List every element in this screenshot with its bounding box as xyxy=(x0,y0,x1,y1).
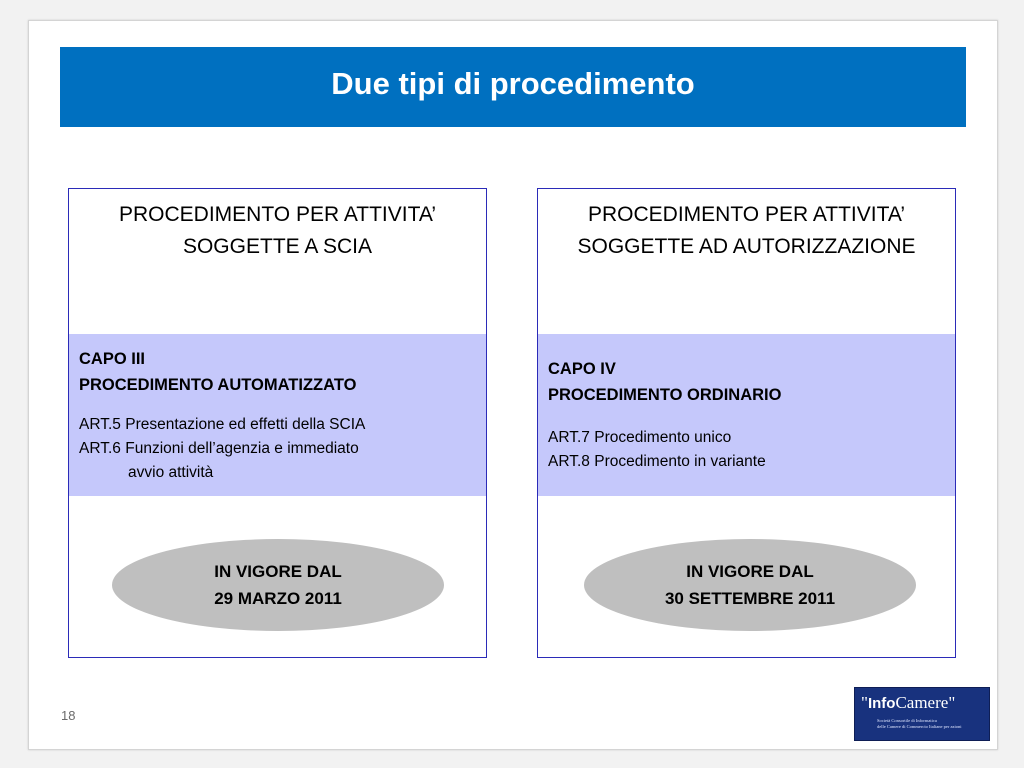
procedure-box-autorizzazione xyxy=(537,188,956,658)
oval-label: IN VIGORE DAL xyxy=(686,562,814,581)
article-item: ART.8 Procedimento in variante xyxy=(548,453,766,470)
logo-tagline-line: delle Camere di Commercio Italiane per azioni xyxy=(877,724,962,729)
logo-tagline xyxy=(877,718,961,730)
box-heading-line: PROCEDIMENTO PER ATTIVITA’ xyxy=(588,203,905,226)
oval-date: 29 MARZO 2011 xyxy=(214,589,342,608)
procedure-box-scia xyxy=(68,188,487,658)
box-heading xyxy=(69,199,486,263)
logo-quote: " xyxy=(948,693,956,712)
slide xyxy=(28,20,998,750)
article-item: ART.6 Funzioni dell’agenzia e immediato xyxy=(79,440,359,457)
logo-brand xyxy=(861,693,955,713)
logo-brand-regular: Camere xyxy=(895,693,949,712)
capo-band xyxy=(538,334,955,496)
title-bar xyxy=(60,47,966,127)
box-heading-line: SOGGETTE A SCIA xyxy=(182,235,373,258)
box-heading-line: PROCEDIMENTO PER ATTIVITA’ xyxy=(119,203,436,226)
logo-tagline-line: Società Consortile di Informatica xyxy=(877,718,937,723)
logo-brand-bold: Info xyxy=(867,695,896,712)
capo-title: PROCEDIMENTO AUTOMATIZZATO xyxy=(79,376,357,394)
capo-band xyxy=(69,334,486,496)
infocamere-logo xyxy=(854,687,990,741)
effective-date-oval xyxy=(112,539,444,631)
article-item-continuation: avvio attività xyxy=(128,464,214,481)
oval-date: 30 SETTEMBRE 2011 xyxy=(664,589,836,608)
capo-number: CAPO III xyxy=(79,350,146,368)
page-number: 18 xyxy=(61,708,76,723)
article-list xyxy=(79,413,480,485)
capo-header xyxy=(79,346,480,398)
oval-label: IN VIGORE DAL xyxy=(214,562,342,581)
article-item: ART.5 Presentazione ed effetti della SCIA xyxy=(79,416,366,433)
slide-title: Due tipi di procedimento xyxy=(331,66,695,101)
article-item: ART.7 Procedimento unico xyxy=(548,429,732,446)
box-heading xyxy=(538,199,955,263)
logo-quote: " xyxy=(861,693,868,712)
effective-date-oval xyxy=(584,539,916,631)
box-heading-line: SOGGETTE AD AUTORIZZAZIONE xyxy=(577,235,916,258)
capo-header xyxy=(548,356,949,408)
article-list xyxy=(548,426,949,474)
capo-number: CAPO IV xyxy=(548,360,616,378)
capo-title: PROCEDIMENTO ORDINARIO xyxy=(548,386,782,404)
